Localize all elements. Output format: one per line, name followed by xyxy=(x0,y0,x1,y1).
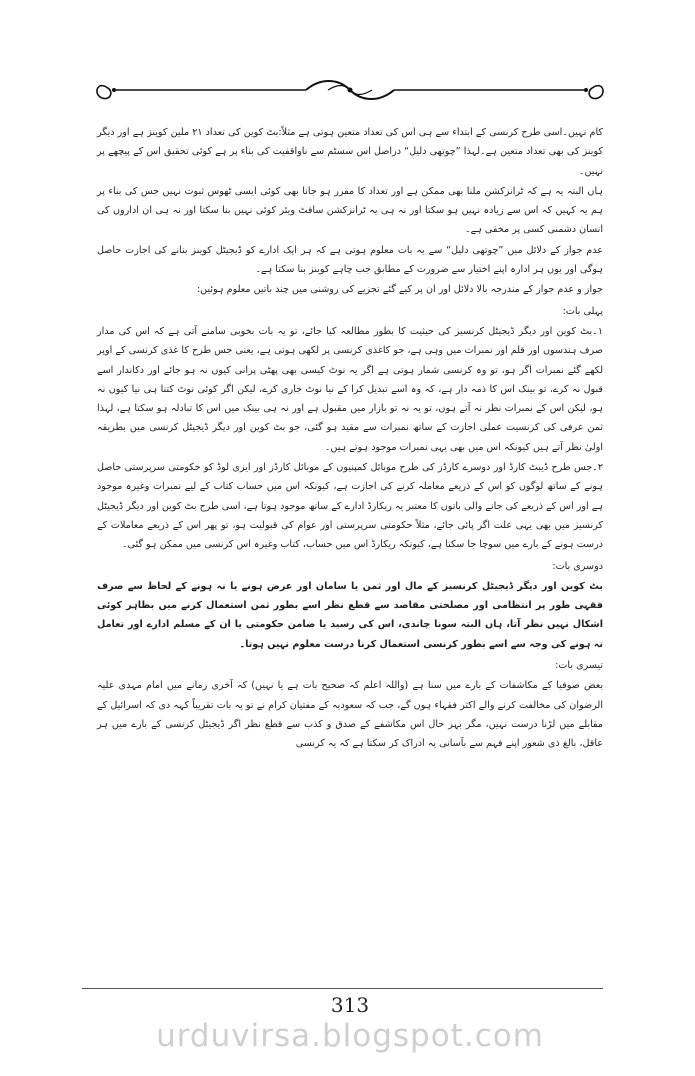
point-two: ۲۔جس طرح ڈیبٹ کارڈ اور دوسرے کارڈز کی طرح موبائل کمپنیوں کے موبائل کارڈز اور ایزی لوڈ کو حکومتی سرپرستی حاصل ہونے کے ساتھ لوگوں کو اس کے ذریعے معاملہ کرنے کی اجازت ہے، کیونکہ اس میں حساب کتاب کے لیے نمبرات وغیرہ موجود ہے اور اس کے ذریعے کی جانے والی باتوں کا معتبر یہ ریکارڈ ادارے کے ساتھ موجود ہوتا ہے، اسی طرح بٹ کوین اور دیگر ڈیجیٹل کرنسیز میں بھی یہی علت اگر پائی جائے، مثلاً حکومتی سرپرستی اور عوام کی قبولیت ہو، تو پھر اس کے ذریعے معاملات کے درست ہونے کے بارے میں سوچا جا سکتا ہے، کیونکہ ریکارڈ اس میں حساب، کتاب وغیرہ اس کرنسی میں ممکن ہو گئی۔ xyxy=(97,462,603,551)
section-heading-first: پہلی بات: xyxy=(562,305,603,317)
page-body xyxy=(97,123,603,755)
paragraph: عدم جواز کے دلائل میں ”چوتھی دلیل“ سے یہ بات معلوم ہوتی ہے کہ ہر ایک ادارے کو ڈیجیٹل کوینز بنانے کی اجازت حاصل ہوگی اور یوں ہر ادارہ اپنے اختیار سے ضرورت کے مطابق جب چاہے کوینز بنا سکتا ہے۔ xyxy=(97,244,603,276)
watermark: urduvirsa.blogspot.com xyxy=(156,1018,544,1054)
paragraph: ہاں البتہ یہ ہے کہ ٹرانزکشن ملنا بھی ممکن ہے اور تعداد کا مقرر ہو جانا بھی کوئی ایسی ٹھوس ثبوت نہیں جس کی بناء پر ہم یہ کہیں کہ اس سے زیادہ نہیں ہو سکتا اور نہ ہی یہ ٹرانزکشن سافٹ ویئر کوئی نہیں بنا سکتا اور نہ ہی ان اداروں کی انسان دشمنی کسی پر مخفی ہے۔ xyxy=(97,185,603,236)
header-ornament xyxy=(92,72,608,108)
footer-rule xyxy=(82,988,603,989)
point-one: ۱۔بٹ کوین اور دیگر ڈیجیٹل کرنسیز کی حیثیت کا بطور مطالعہ کیا جائے، تو یہ بات بخوبی سامنے آتی ہے کہ اس کی مدار صرف ہندسوں اور قلم اور نمبرات میں وہی ہے، جو کاغذی کرنسی پر لکھی ہوتی ہے، یعنی جس طرح کا غذی کرنسی کے اوپر لکھے گئے نمبرات اگر ہو، تو وہ کرنسی شمار ہوتی ہے اگر یہ نوٹ کیسی بھی پھٹی پرانی کیوں نہ ہو جائے اور دکاندار اسے قبول نہ کرے، تو بینک اس کا ذمہ دار ہے، کہ وہ اسے تبدیل کرا کے نیا نوٹ جاری کرے، لیکن اگر کوئی نوٹ کتنا ہی نیا کیوں نہ ہو، لیکن اس کے نمبرات نظر نہ آتے ہوں، تو یہ نہ تو بازار میں مقبول ہے اور نہ ہی بینک میں اس کا تبادلہ ہو سکتا ہے، لہذا ثمن عرفی کی کرنسیت عملی اجازت کے ساتھ نمبرات سے مقید ہو گئی، جو بٹ کوین اور دیگر ڈیجیٹل کرنسی میں بطریقہ اولیٰ نظر آتے ہیں کیونکہ اس میں بھی یہی نمبرات موجود ہوتے ہیں۔ xyxy=(97,325,603,453)
paragraph: کام نہیں۔اسی طرح کرنسی کے ابتداء سے ہی اس کی تعداد متعین ہوتی ہے مثلاً:بٹ کوین کی تعداد ۲۱ ملین کوینز ہے اور دیگر کوینز کی بھی تعداد متعین ہے۔لہذا ”چوتھی دلیل“ دراصل اس سسٹم سے ناواقفیت کی بناء پر ہے کوئی تحقیق اس کے پیچھے پر نہیں۔ xyxy=(97,127,603,177)
bold-conclusion: بٹ کوین اور دیگر ڈیجیٹل کرنسیز کے مال اور ثمن یا سامان اور عرض ہونے یا نہ ہونے کے لحاظ سے صرف فقہی طور پر انتظامی اور مصلحتی مقاصد سے قطع نظر اسے بطور ثمن استعمال کرنے میں بظاہر کوئی اشکال نہیں نظر آتا، ہاں البتہ سونا چاندی، اس کی رسید یا ضامن حکومتی یا ان کے مسلم ادارے اور تعامل نہ ہونے کی وجہ سے اسے بطور کرنسی استعمال کرنا درست معلوم نہیں ہوتا۔ xyxy=(97,580,603,650)
section-heading-third: تیسری بات: xyxy=(555,660,603,672)
page-number: 313 xyxy=(330,993,370,1017)
paragraph: جواز و عدم جواز کے مندرجہ بالا دلائل اور ان پر کیے گئے تجزیے کی روشنی میں چند باتیں معلوم ہوئیں: xyxy=(196,284,603,296)
section-heading-second: دوسری بات: xyxy=(552,560,603,572)
point-three: بعض صوفیا کے مکاشفات کے بارے میں سنا ہے (واللہ اعلم کہ صحیح بات ہے یا نہیں) کہ آخری زمانے میں امام مہدی علیہ الرضوان کی مخالفت کرنے والے اکثر فقہاء ہوں گے، جب کہ سعودیہ کے مفتیان کرام نے تو یہ بات تقریباً کہہ دی کہ اسرائیل کے مقابلے میں لڑنا درست نہیں، مگر بہر حال اس مکاشفے کے صدق و کذب سے قطع نظر اگر ڈیجیٹل کرنسی کے بارے میں ہر عاقل، بالغ ذی شعور اپنے فہم سے بآسانی یہ ادراک کر سکتا ہے کہ یہ کرنسی xyxy=(97,680,603,750)
